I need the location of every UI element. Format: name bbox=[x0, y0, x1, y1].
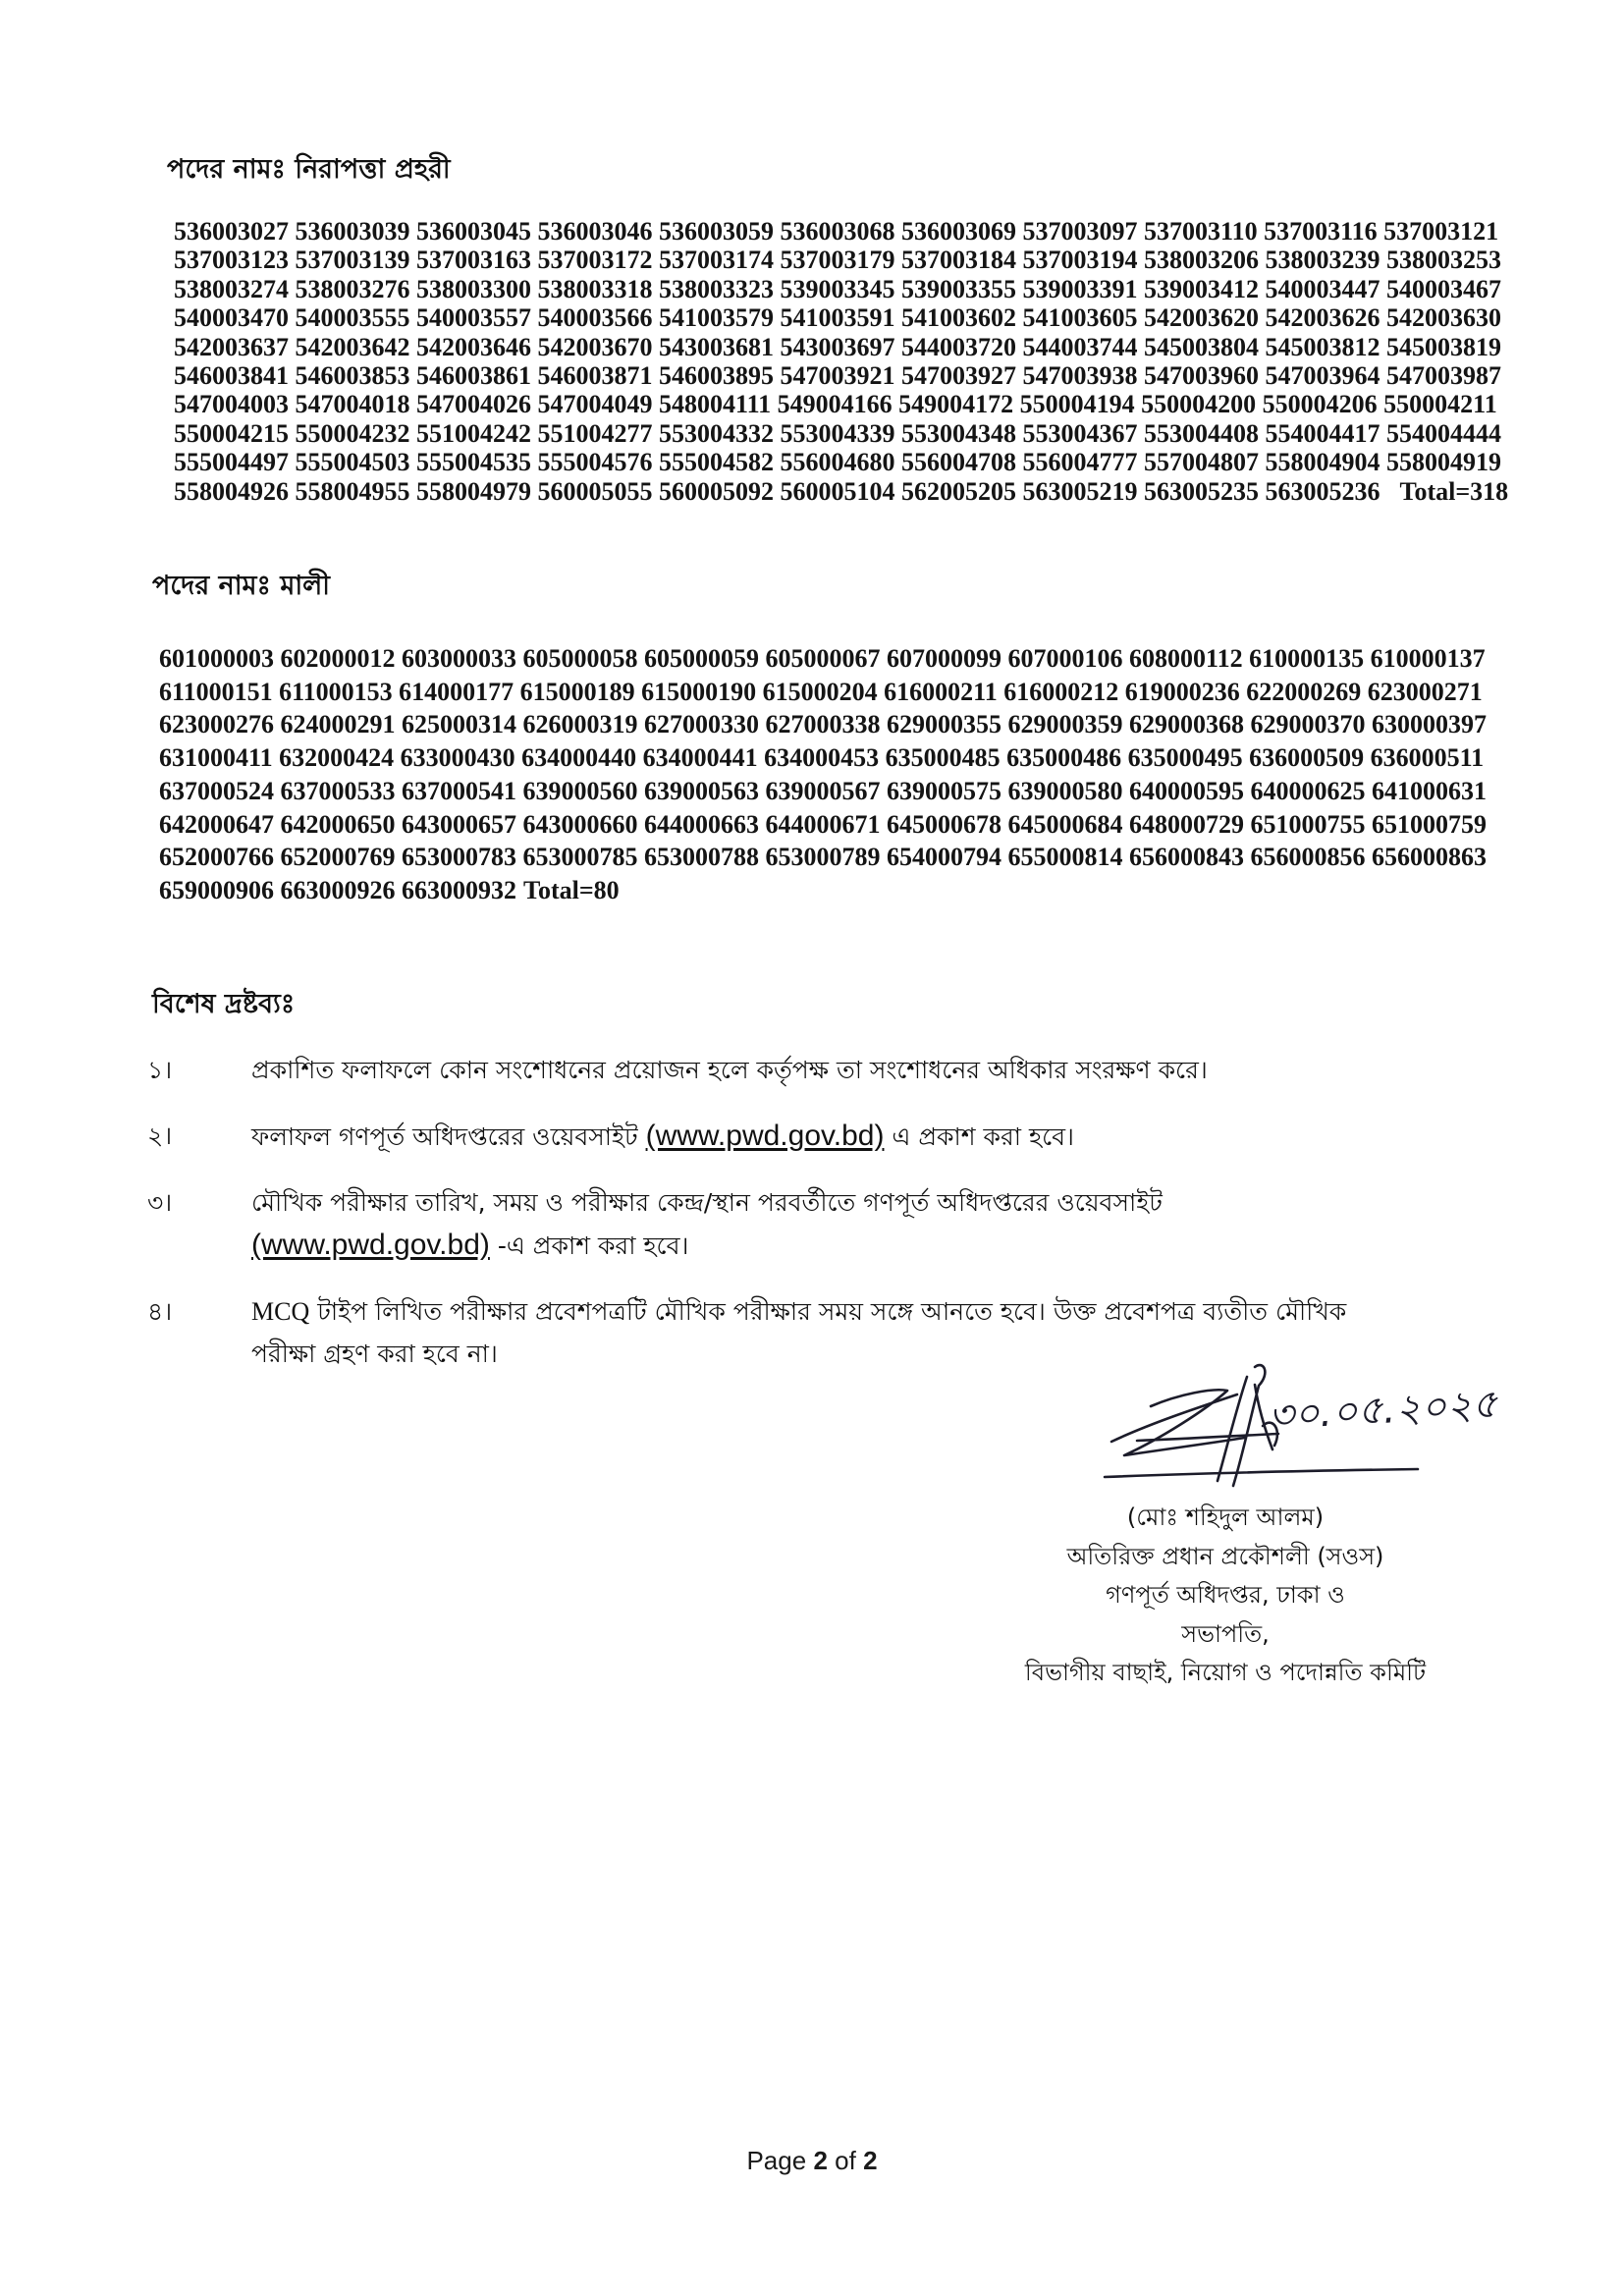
roll-number: 610000137 bbox=[1370, 644, 1486, 673]
roll-number: 639000560 bbox=[522, 776, 638, 805]
roll-number: 538003239 bbox=[1265, 246, 1380, 275]
roll-number: 656000856 bbox=[1250, 843, 1366, 872]
roll-number: 555004497 bbox=[174, 448, 289, 477]
roll-number: 634000440 bbox=[521, 743, 637, 773]
roll-number: 542003670 bbox=[537, 332, 653, 361]
roll-number: 553004332 bbox=[659, 418, 774, 448]
roll-number: 557004807 bbox=[1144, 448, 1259, 477]
roll-number: 546003895 bbox=[659, 361, 774, 391]
roll-number: 542003642 bbox=[295, 332, 410, 361]
roll-number: 541003579 bbox=[659, 303, 774, 333]
roll-number-row bbox=[159, 775, 1487, 808]
roll-number: 553004367 bbox=[1022, 418, 1138, 448]
roll-number: 537003121 bbox=[1383, 217, 1499, 246]
roll-number: 537003174 bbox=[659, 246, 774, 275]
roll-number: 556004708 bbox=[901, 448, 1016, 477]
roll-number: 643000660 bbox=[522, 809, 638, 839]
post-name-heading: পদের নামঃ মালী bbox=[152, 571, 331, 601]
total-count: Total=80 bbox=[523, 875, 620, 904]
roll-number: 540003447 bbox=[1265, 274, 1380, 303]
roll-number: 603000033 bbox=[402, 644, 516, 673]
roll-number: 656000863 bbox=[1372, 843, 1487, 872]
roll-number: 550004215 bbox=[174, 418, 289, 448]
roll-number: 563005236 bbox=[1265, 476, 1380, 506]
roll-number: 605000058 bbox=[522, 644, 638, 673]
roll-number: 633000430 bbox=[400, 743, 515, 773]
roll-number-row bbox=[174, 275, 1508, 303]
roll-number-row bbox=[159, 874, 1487, 907]
roll-number: 547004018 bbox=[295, 390, 410, 419]
roll-number: 637000524 bbox=[159, 776, 274, 805]
roll-number-row bbox=[174, 303, 1508, 332]
roll-number-row bbox=[174, 448, 1508, 476]
roll-number: 537003110 bbox=[1144, 217, 1258, 246]
roll-number: 546003841 bbox=[174, 361, 289, 391]
roll-number: 645000684 bbox=[1007, 809, 1123, 839]
roll-number: 616000212 bbox=[1003, 677, 1119, 706]
signatory-name: (মোঃ শহিদুল আলম) bbox=[1126, 1503, 1325, 1531]
roll-number: 537003139 bbox=[295, 246, 410, 275]
roll-number-row bbox=[174, 217, 1508, 246]
roll-number: 615000204 bbox=[762, 677, 878, 706]
roll-number: 611000153 bbox=[279, 677, 393, 706]
roll-number: 547004003 bbox=[174, 390, 289, 419]
roll-number: 556004777 bbox=[1022, 448, 1138, 477]
roll-number: 536003039 bbox=[295, 217, 410, 246]
note-text-segment: -এ প্রকাশ করা হবে। bbox=[489, 1231, 689, 1260]
note-line bbox=[251, 1290, 1542, 1333]
roll-number: 545003812 bbox=[1265, 332, 1380, 361]
roll-number: 542003626 bbox=[1265, 303, 1380, 333]
roll-number: 635000486 bbox=[1006, 743, 1122, 773]
roll-number: 540003555 bbox=[295, 303, 410, 333]
roll-number: 539003355 bbox=[901, 274, 1016, 303]
roll-number: 601000003 bbox=[159, 644, 274, 673]
roll-number: 545003804 bbox=[1144, 332, 1259, 361]
roll-number: 558004904 bbox=[1265, 448, 1380, 477]
roll-number: 630000397 bbox=[1372, 710, 1487, 739]
roll-number: 545003819 bbox=[1386, 332, 1501, 361]
roll-number: 547004049 bbox=[537, 390, 653, 419]
roll-number-row bbox=[159, 808, 1487, 842]
of-word: of bbox=[835, 2146, 856, 2175]
roll-number: 553004339 bbox=[780, 418, 895, 448]
roll-number: 551004242 bbox=[416, 418, 531, 448]
roll-number: 543003697 bbox=[780, 332, 895, 361]
note-line bbox=[251, 1224, 1542, 1267]
roll-number: 635000495 bbox=[1127, 743, 1243, 773]
page-number bbox=[0, 2146, 1624, 2175]
roll-number: 629000370 bbox=[1250, 710, 1366, 739]
roll-number: 629000359 bbox=[1007, 710, 1123, 739]
roll-number: 605000067 bbox=[765, 644, 881, 673]
roll-number: 542003646 bbox=[416, 332, 531, 361]
roll-number: 547003927 bbox=[901, 361, 1016, 391]
roll-number: 626000319 bbox=[522, 710, 638, 739]
roll-number: 558004979 bbox=[416, 476, 531, 506]
roll-number: 537003194 bbox=[1022, 246, 1138, 275]
note-item bbox=[147, 1181, 1542, 1267]
roll-number: 610000135 bbox=[1249, 644, 1365, 673]
roll-number: 538003323 bbox=[659, 274, 774, 303]
roll-number: 654000794 bbox=[887, 843, 1001, 872]
roll-number: 634000441 bbox=[642, 743, 758, 773]
roll-number: 556004680 bbox=[780, 448, 895, 477]
roll-number: 546003871 bbox=[537, 361, 653, 391]
roll-number: 547003938 bbox=[1022, 361, 1138, 391]
signatory-role: সভাপতি, bbox=[1181, 1619, 1270, 1648]
roll-number-row bbox=[159, 676, 1487, 709]
roll-number: 563005219 bbox=[1022, 476, 1138, 506]
roll-number: 622000269 bbox=[1246, 677, 1362, 706]
roll-number: 652000766 bbox=[159, 843, 274, 872]
roll-number: 546003853 bbox=[295, 361, 410, 391]
roll-number: 550004232 bbox=[295, 418, 410, 448]
roll-number: 648000729 bbox=[1129, 809, 1244, 839]
roll-number: 627000338 bbox=[765, 710, 881, 739]
roll-number: 560005055 bbox=[537, 476, 653, 506]
roll-number: 637000541 bbox=[402, 776, 516, 805]
roll-number: 547003921 bbox=[780, 361, 895, 391]
roll-number-row bbox=[174, 246, 1508, 274]
roll-number: 539003345 bbox=[780, 274, 895, 303]
roll-number: 550004211 bbox=[1383, 390, 1497, 419]
roll-number: 539003391 bbox=[1022, 274, 1138, 303]
roll-number: 663000932 bbox=[402, 875, 516, 904]
note-line: প্রকাশিত ফলাফলে কোন সংশোধনের প্রয়োজন হলে কর্তৃপক্ষ তা সংশোধনের অধিকার সংরক্ষণ করে। bbox=[251, 1056, 1208, 1084]
roll-number: 607000106 bbox=[1007, 644, 1123, 673]
roll-number: 611000151 bbox=[159, 677, 273, 706]
roll-number: 538003253 bbox=[1386, 246, 1501, 275]
note-text-segment: ফলাফল গণপূর্ত অধিদপ্তরের ওয়েবসাইট bbox=[251, 1122, 646, 1151]
roll-number: 644000671 bbox=[765, 809, 881, 839]
roll-number: 632000424 bbox=[279, 743, 395, 773]
note-text-segment: MCQ bbox=[251, 1297, 310, 1326]
roll-number: 547004026 bbox=[416, 390, 531, 419]
roll-number: 631000411 bbox=[159, 743, 273, 773]
roll-number: 540003566 bbox=[537, 303, 653, 333]
roll-number: 645000678 bbox=[887, 809, 1001, 839]
roll-number: 653000788 bbox=[644, 843, 759, 872]
roll-number: 537003097 bbox=[1022, 217, 1138, 246]
roll-number-row bbox=[159, 642, 1487, 676]
roll-number: 640000625 bbox=[1250, 776, 1366, 805]
roll-number: 538003274 bbox=[174, 274, 289, 303]
roll-number: 548004111 bbox=[659, 390, 772, 419]
page-word: Page bbox=[746, 2146, 807, 2175]
note-number: ৪। bbox=[147, 1297, 173, 1326]
roll-number: 655000814 bbox=[1007, 843, 1123, 872]
signatory-designation: অতিরিক্ত প্রধান প্রকৌশলী (সওস) bbox=[1066, 1542, 1384, 1570]
roll-number: 636000509 bbox=[1249, 743, 1365, 773]
roll-number: 536003045 bbox=[416, 217, 531, 246]
roll-number: 536003059 bbox=[659, 217, 774, 246]
note-text bbox=[251, 1115, 1542, 1158]
roll-number: 537003184 bbox=[901, 246, 1016, 275]
roll-number: 651000759 bbox=[1372, 809, 1487, 839]
roll-number-row bbox=[174, 477, 1508, 506]
roll-number-row bbox=[159, 741, 1487, 775]
roll-number: 641000631 bbox=[1372, 776, 1487, 805]
roll-number: 555004503 bbox=[295, 448, 410, 477]
roll-number: 538003318 bbox=[537, 274, 653, 303]
roll-number: 663000926 bbox=[280, 875, 396, 904]
roll-number: 549004166 bbox=[777, 390, 893, 419]
roll-number: 555004576 bbox=[537, 448, 653, 477]
roll-number: 536003046 bbox=[537, 217, 653, 246]
roll-number: 643000657 bbox=[402, 809, 516, 839]
roll-number: 549004172 bbox=[898, 390, 1014, 419]
roll-number: 639000563 bbox=[644, 776, 759, 805]
roll-number: 644000663 bbox=[644, 809, 759, 839]
roll-number: 642000650 bbox=[280, 809, 396, 839]
roll-number: 541003591 bbox=[780, 303, 895, 333]
roll-number: 607000099 bbox=[887, 644, 1001, 673]
roll-number: 637000533 bbox=[280, 776, 396, 805]
roll-number: 538003300 bbox=[416, 274, 531, 303]
note-text bbox=[251, 1049, 1542, 1091]
roll-number: 616000211 bbox=[884, 677, 998, 706]
roll-number: 537003179 bbox=[780, 246, 895, 275]
roll-number-row bbox=[174, 333, 1508, 361]
roll-number: 629000355 bbox=[887, 710, 1001, 739]
roll-number: 536003069 bbox=[901, 217, 1016, 246]
note-item bbox=[147, 1049, 1542, 1091]
special-notes-heading: বিশেষ দ্রষ্টব্যঃ bbox=[152, 989, 296, 1019]
roll-number: 624000291 bbox=[280, 710, 396, 739]
roll-number: 653000783 bbox=[402, 843, 516, 872]
roll-number-row bbox=[174, 419, 1508, 448]
roll-number: 553004408 bbox=[1144, 418, 1259, 448]
roll-number: 542003630 bbox=[1386, 303, 1501, 333]
roll-number: 547003987 bbox=[1386, 361, 1501, 391]
note-text bbox=[251, 1181, 1542, 1267]
note-number: ২। bbox=[147, 1121, 173, 1150]
roll-number: 623000276 bbox=[159, 710, 274, 739]
roll-number: 634000453 bbox=[764, 743, 880, 773]
roll-number: 539003412 bbox=[1144, 274, 1259, 303]
roll-number: 653000785 bbox=[522, 843, 638, 872]
total-pages: 2 bbox=[863, 2146, 878, 2175]
roll-number: 659000906 bbox=[159, 875, 274, 904]
roll-number: 605000059 bbox=[644, 644, 759, 673]
roll-number: 542003637 bbox=[174, 332, 289, 361]
roll-number: 544003744 bbox=[1022, 332, 1138, 361]
roll-number: 555004582 bbox=[659, 448, 774, 477]
roll-number: 540003467 bbox=[1386, 274, 1501, 303]
roll-number: 614000177 bbox=[399, 677, 514, 706]
roll-number: 563005235 bbox=[1144, 476, 1259, 506]
website-url-text: (www.pwd.gov.bd) bbox=[645, 1120, 885, 1152]
total-count: Total=318 bbox=[1399, 476, 1509, 506]
roll-number: 550004206 bbox=[1262, 390, 1378, 419]
roll-number-row bbox=[159, 841, 1487, 874]
roll-number: 639000567 bbox=[765, 776, 881, 805]
roll-number: 623000271 bbox=[1367, 677, 1483, 706]
roll-number: 636000511 bbox=[1370, 743, 1485, 773]
roll-number: 602000012 bbox=[280, 644, 396, 673]
roll-number: 656000843 bbox=[1129, 843, 1244, 872]
roll-number-row bbox=[174, 390, 1508, 418]
signatory-office: গণপূর্ত অধিদপ্তর, ঢাকা ও bbox=[1106, 1581, 1345, 1609]
roll-number: 615000189 bbox=[519, 677, 635, 706]
roll-number: 550004194 bbox=[1019, 390, 1135, 419]
special-notes-list bbox=[147, 1049, 1542, 1398]
roll-number: 547003960 bbox=[1144, 361, 1259, 391]
roll-number: 541003605 bbox=[1022, 303, 1138, 333]
note-text-segment: টাইপ লিখিত পরীক্ষার প্রবেশপত্রটি মৌখিক পরীক্ষার সময় সঙ্গে আনতে হবে। উক্ত প্রবেশপত্র ব্যতীত মৌখিক bbox=[309, 1297, 1347, 1326]
note-number: ১। bbox=[147, 1056, 173, 1084]
roll-number: 551004277 bbox=[537, 418, 653, 448]
roll-number: 558004919 bbox=[1386, 448, 1501, 477]
roll-number: 642000647 bbox=[159, 809, 274, 839]
roll-number: 558004955 bbox=[295, 476, 410, 506]
roll-number: 555004535 bbox=[416, 448, 531, 477]
roll-number: 537003123 bbox=[174, 246, 289, 275]
roll-number: 639000575 bbox=[887, 776, 1001, 805]
roll-number: 537003116 bbox=[1264, 217, 1378, 246]
note-line: মৌখিক পরীক্ষার তারিখ, সময় ও পরীক্ষার কেন্দ্র/স্থান পরবর্তীতে গণপূর্ত অধিদপ্তরের ওয়েবসাইট bbox=[251, 1188, 1163, 1217]
signature-date: ৩০.০৫.২০২৫ bbox=[1267, 1381, 1499, 1439]
roll-number-list bbox=[159, 642, 1487, 907]
roll-number: 619000236 bbox=[1124, 677, 1240, 706]
roll-number: 554004417 bbox=[1265, 418, 1380, 448]
roll-number: 537003163 bbox=[416, 246, 531, 275]
roll-number: 560005092 bbox=[659, 476, 774, 506]
roll-number: 615000190 bbox=[641, 677, 757, 706]
post-name-heading: পদের নামঃ নিরাপত্তা প্রহরী bbox=[167, 154, 451, 185]
roll-number: 640000595 bbox=[1129, 776, 1244, 805]
roll-number: 653000789 bbox=[765, 843, 881, 872]
roll-number: 543003681 bbox=[659, 332, 774, 361]
roll-number: 540003470 bbox=[174, 303, 289, 333]
roll-number: 554004444 bbox=[1386, 418, 1501, 448]
roll-number: 608000112 bbox=[1129, 644, 1243, 673]
roll-number: 536003027 bbox=[174, 217, 289, 246]
roll-number: 651000755 bbox=[1250, 809, 1366, 839]
roll-number: 629000368 bbox=[1129, 710, 1244, 739]
note-line: পরীক্ষা গ্রহণ করা হবে না। bbox=[251, 1339, 498, 1368]
roll-number: 540003557 bbox=[416, 303, 531, 333]
roll-number: 544003720 bbox=[901, 332, 1016, 361]
roll-number: 537003172 bbox=[537, 246, 653, 275]
roll-number: 541003602 bbox=[901, 303, 1016, 333]
roll-number-row bbox=[159, 708, 1487, 741]
roll-number: 652000769 bbox=[280, 843, 396, 872]
note-number: ৩। bbox=[147, 1188, 173, 1217]
signatory-block bbox=[950, 1499, 1500, 1693]
roll-number: 546003861 bbox=[416, 361, 531, 391]
roll-number: 538003206 bbox=[1144, 246, 1259, 275]
signatory-committee: বিভাগীয় বাছাই, নিয়োগ ও পদোন্নতি কমিটি bbox=[1024, 1659, 1427, 1686]
roll-number: 538003276 bbox=[295, 274, 410, 303]
roll-number: 558004926 bbox=[174, 476, 289, 506]
roll-number: 542003620 bbox=[1144, 303, 1259, 333]
roll-number: 562005205 bbox=[901, 476, 1016, 506]
roll-number: 553004348 bbox=[901, 418, 1016, 448]
note-line bbox=[251, 1115, 1542, 1158]
roll-number: 627000330 bbox=[644, 710, 759, 739]
note-item bbox=[147, 1115, 1542, 1158]
note-text-segment: এ প্রকাশ করা হবে। bbox=[884, 1122, 1074, 1151]
roll-number: 639000580 bbox=[1007, 776, 1123, 805]
roll-number: 560005104 bbox=[780, 476, 895, 506]
roll-number: 550004200 bbox=[1141, 390, 1257, 419]
roll-number: 547003964 bbox=[1265, 361, 1380, 391]
roll-number-list bbox=[174, 217, 1508, 506]
website-url-text: (www.pwd.gov.bd) bbox=[251, 1229, 490, 1261]
current-page: 2 bbox=[813, 2146, 828, 2175]
roll-number-row bbox=[174, 361, 1508, 390]
roll-number: 625000314 bbox=[402, 710, 516, 739]
roll-number: 536003068 bbox=[780, 217, 895, 246]
roll-number: 635000485 bbox=[885, 743, 1001, 773]
